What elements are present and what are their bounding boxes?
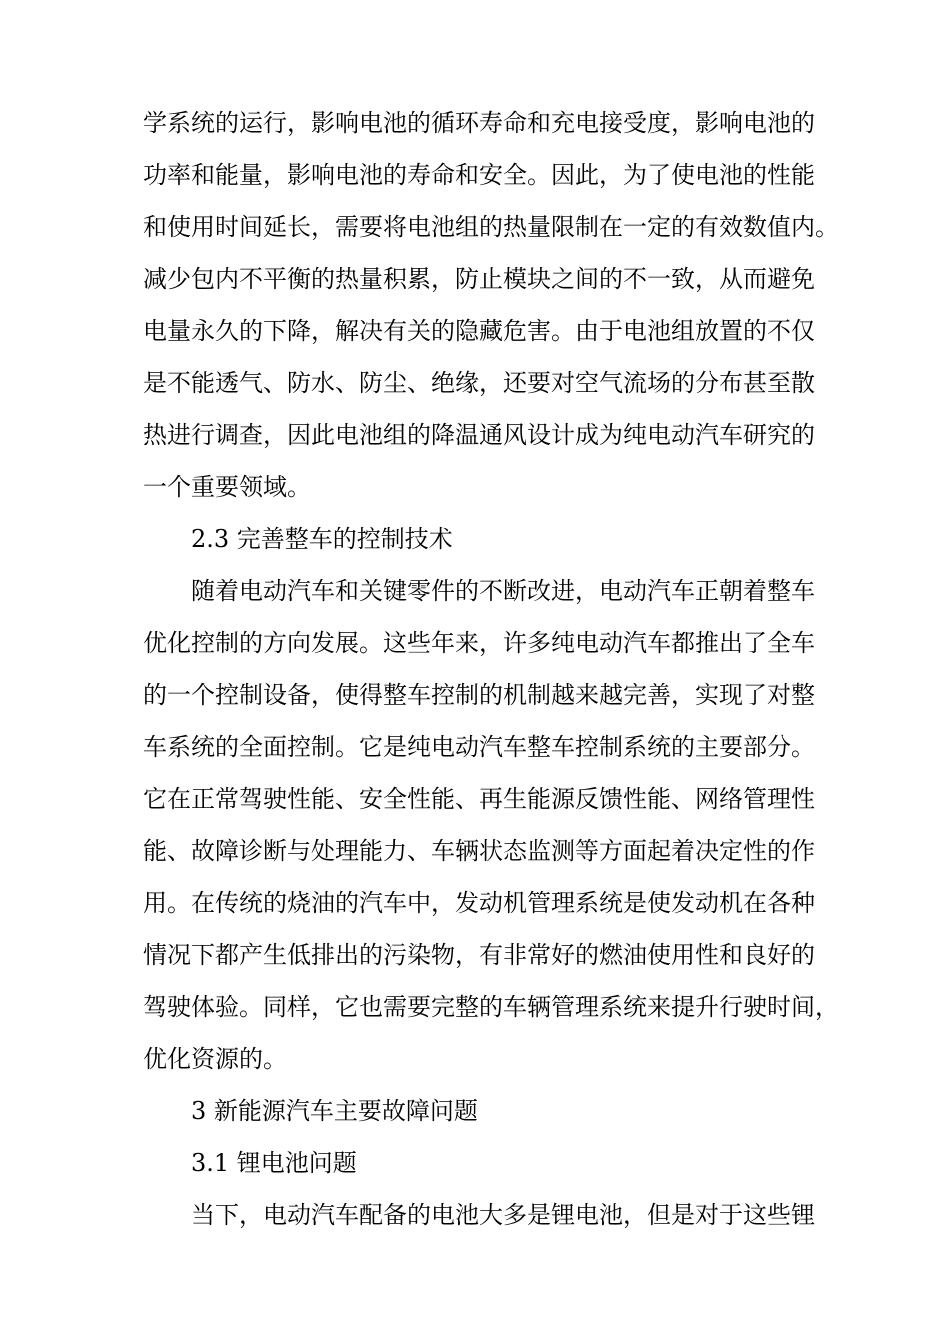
paragraph-line: 随着电动汽车和关键零件的不断改进，电动汽车正朝着整车 [191, 577, 815, 605]
paragraph-line: 优化资源的。 [143, 1045, 287, 1073]
section-heading-2-3: 2.3 完善整车的控制技术 [191, 525, 453, 553]
paragraph-line: 一个重要领域。 [143, 473, 311, 501]
paragraph-line: 的一个控制设备，使得整车控制的机制越来越完善，实现了对整 [143, 681, 815, 709]
paragraph-line: 电量永久的下降，解决有关的隐藏危害。由于电池组放置的不仅 [143, 317, 815, 345]
paragraph-line: 和使用时间延长，需要将电池组的热量限制在一定的有效数值内。 [143, 213, 839, 241]
paragraph-line: 它在正常驾驶性能、安全性能、再生能源反馈性能、网络管理性 [143, 785, 815, 813]
paragraph-line: 能、故障诊断与处理能力、车辆状态监测等方面起着决定性的作 [143, 837, 815, 865]
paragraph-line: 热进行调查，因此电池组的降温通风设计成为纯电动汽车研究的 [143, 421, 815, 449]
paragraph-line: 用。在传统的烧油的汽车中，发动机管理系统是使发动机在各种 [143, 889, 815, 917]
paragraph-line: 车系统的全面控制。它是纯电动汽车整车控制系统的主要部分。 [143, 733, 815, 761]
paragraph-line: 是不能透气、防水、防尘、绝缘，还要对空气流场的分布甚至散 [143, 369, 815, 397]
paragraph-line: 减少包内不平衡的热量积累，防止模块之间的不一致，从而避免 [143, 265, 815, 293]
paragraph-line: 情况下都产生低排出的污染物，有非常好的燃油使用性和良好的 [143, 941, 815, 969]
paragraph-line: 优化控制的方向发展。这些年来，许多纯电动汽车都推出了全车 [143, 629, 815, 657]
paragraph-line: 学系统的运行，影响电池的循环寿命和充电接受度，影响电池的 [143, 109, 815, 137]
section-heading-3: 3 新能源汽车主要故障问题 [191, 1097, 478, 1125]
paragraph-line: 功率和能量，影响电池的寿命和安全。因此，为了使电池的性能 [143, 161, 815, 189]
paragraph-line: 驾驶体验。同样，它也需要完整的车辆管理系统来提升行驶时间， [143, 993, 839, 1021]
section-heading-3-1: 3.1 锂电池问题 [191, 1149, 357, 1177]
paragraph-line: 当下，电动汽车配备的电池大多是锂电池，但是对于这些锂 [191, 1201, 815, 1229]
